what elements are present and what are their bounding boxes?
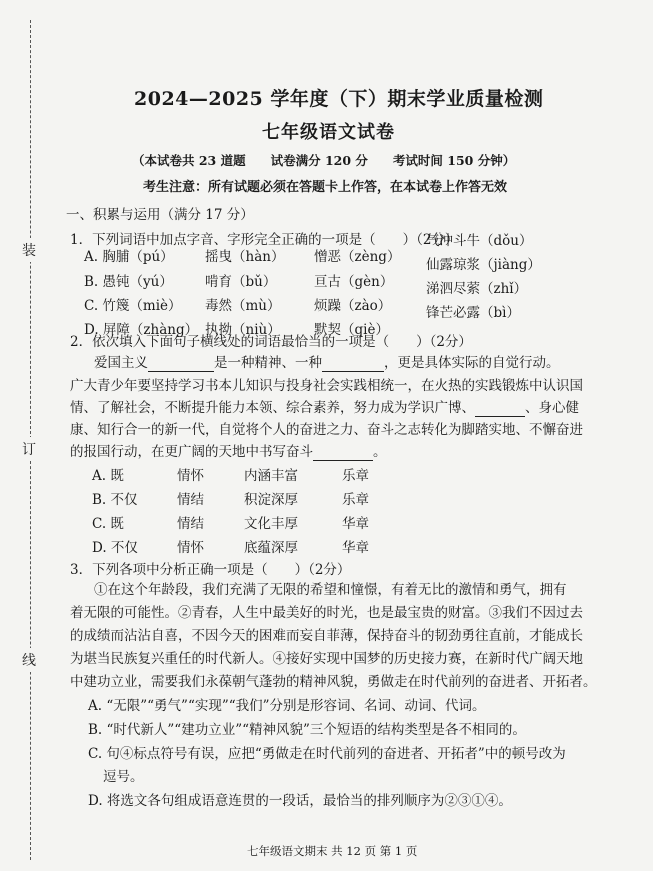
q2-paragraph-line-1: 爱国主义 是一种精神、一种 ，更是具体实际的自觉行动。 xyxy=(94,355,560,371)
margin-char-ding: 订 xyxy=(22,437,36,461)
q3-option-c-line-1: C. 句④标点符号有误，应把“勇做走在时代前列的奋进者、开拓者”中的顿号改为 xyxy=(88,746,566,762)
q1-d-3: 默契（qiè） xyxy=(314,322,389,338)
q2-paragraph-line-3: 情、了解社会，不断提升能力本领、综合素养，努力成为学识广博、 、身心健 xyxy=(70,400,579,416)
q2-b-2: 情结 xyxy=(177,492,204,508)
exam-subtitle: 七年级语文试卷 xyxy=(262,122,395,143)
q1-c-3: 烦躁（zào） xyxy=(314,298,392,314)
exam-notice: 考生注意：所有试题必须在答题卡上作答，在本试卷上作答无效 xyxy=(143,180,508,195)
q3-option-d: D. 将选文各句组成语意连贯的一段话，最恰当的排列顺序为②③①④。 xyxy=(88,793,512,809)
q2-blank-4[interactable] xyxy=(313,444,373,461)
q1-d-4: 锋芒必露（bì） xyxy=(426,305,520,321)
q1-a-4: 气冲斗牛（dǒu） xyxy=(426,233,533,249)
q1-a-3: 憎恶（zèng） xyxy=(314,249,401,265)
q3-passage-line-5: 中建功立业，需要我们永葆朝气蓬勃的精神风貌，勇做走在时代前列的奋进者、开拓者。 xyxy=(70,674,597,690)
q2-d-2: 情怀 xyxy=(177,540,204,556)
q2-blank-2[interactable] xyxy=(322,355,384,372)
exam-title: 2024—2025 学年度（下）期末学业质量检测 xyxy=(134,88,544,110)
q2-c-4: 华章 xyxy=(342,516,369,532)
q2-blank-1[interactable] xyxy=(148,355,214,372)
q1-a-2: 摇曳（hàn） xyxy=(205,249,285,265)
q2-b-4: 乐章 xyxy=(342,492,369,508)
q3-passage-line-4: 为堪当民族复兴重任的时代新人。④接好实现中国梦的历史接力赛，在新时代广阔天地 xyxy=(70,651,583,667)
q1-a-1: A. 胸脯（pú） xyxy=(84,249,174,265)
q1-b-4: 仙露琼浆（jiàng） xyxy=(426,257,541,273)
q2-d-4: 华章 xyxy=(342,540,369,556)
q1-d-1: D. 屏障（zhàng） xyxy=(84,322,199,338)
q1-c-4: 涕泗尽萦（zhǐ） xyxy=(426,281,528,297)
q1-b-1: B. 愚钝（yú） xyxy=(84,274,173,290)
q2-b-1: B. 不仅 xyxy=(92,492,138,508)
q2-d-3: 底蕴深厚 xyxy=(244,540,298,556)
q1-c-2: 毒然（mù） xyxy=(205,298,281,314)
q2-b-3: 积淀深厚 xyxy=(244,492,298,508)
q3-option-b: B. “时代新人”“建功立业”“精神风貌”三个短语的结构类型是各不相同的。 xyxy=(88,722,526,738)
q2-d-1: D. 不仅 xyxy=(92,540,138,556)
q1-b-2: 啃育（bǔ） xyxy=(205,274,277,290)
q3-passage-line-3: 的成绩而沾沾自喜，不因今天的困难而妄自菲薄，保持奋斗的韧劲勇往直前，才能成长 xyxy=(70,628,583,644)
q2-c-2: 情结 xyxy=(177,516,204,532)
q2-a-4: 乐章 xyxy=(342,468,369,484)
q1-b-3: 亘古（gèn） xyxy=(314,274,394,290)
q2-paragraph-line-2: 广大青少年要坚持学习书本儿知识与投身社会实践相统一，在火热的实践锻炼中认识国 xyxy=(70,378,583,394)
q3-option-a: A. “无限”“勇气”“实现”“我们”分别是形容词、名词、动词、代词。 xyxy=(88,698,486,714)
q2-a-1: A. 既 xyxy=(92,468,124,484)
margin-char-zhuang: 装 xyxy=(22,238,36,262)
q1-d-2: 执拗（niù） xyxy=(205,322,281,338)
q1-stem: 1．下列词语中加点字音、字形完全正确的一项是（ ）（2分） xyxy=(70,232,459,248)
q2-a-2: 情怀 xyxy=(177,468,204,484)
section-heading: 一、积累与运用（满分 17 分） xyxy=(66,207,254,223)
page-footer: 七年级语文期末 共 12 页 第 1 页 xyxy=(247,844,418,858)
q2-c-3: 文化丰厚 xyxy=(244,516,298,532)
q3-option-c-line-2: 逗号。 xyxy=(103,769,144,785)
q2-blank-3[interactable] xyxy=(475,400,525,417)
q2-stem: 2．依次填入下面句子横线处的词语最恰当的一项是（ ）（2分） xyxy=(70,334,472,350)
q2-paragraph-line-4: 康、知行合一的新一代，自觉将个人的奋进之力、奋斗之志转化为脚踏实地、不懈奋进 xyxy=(70,422,583,438)
q2-c-1: C. 既 xyxy=(92,516,124,532)
exam-info: （本试卷共 23 道题 试卷满分 120 分 考试时间 150 分钟） xyxy=(132,153,516,168)
margin-char-xian: 线 xyxy=(22,648,36,672)
q2-a-3: 内涵丰富 xyxy=(244,468,298,484)
q3-stem: 3．下列各项中分析正确一项是（ ）（2分） xyxy=(70,562,351,578)
q1-c-1: C. 竹篾（miè） xyxy=(84,298,182,314)
q2-paragraph-line-5: 的报国行动，在更广阔的天地中书写奋斗 。 xyxy=(70,444,387,460)
q3-passage-line-1: ①在这个年龄段，我们充满了无限的希望和憧憬，有着无比的激情和勇气，拥有 xyxy=(94,582,567,598)
q3-passage-line-2: 着无限的可能性。②青春，人生中最美好的时光，也是最宝贵的财富。③我们不因过去 xyxy=(70,605,583,621)
